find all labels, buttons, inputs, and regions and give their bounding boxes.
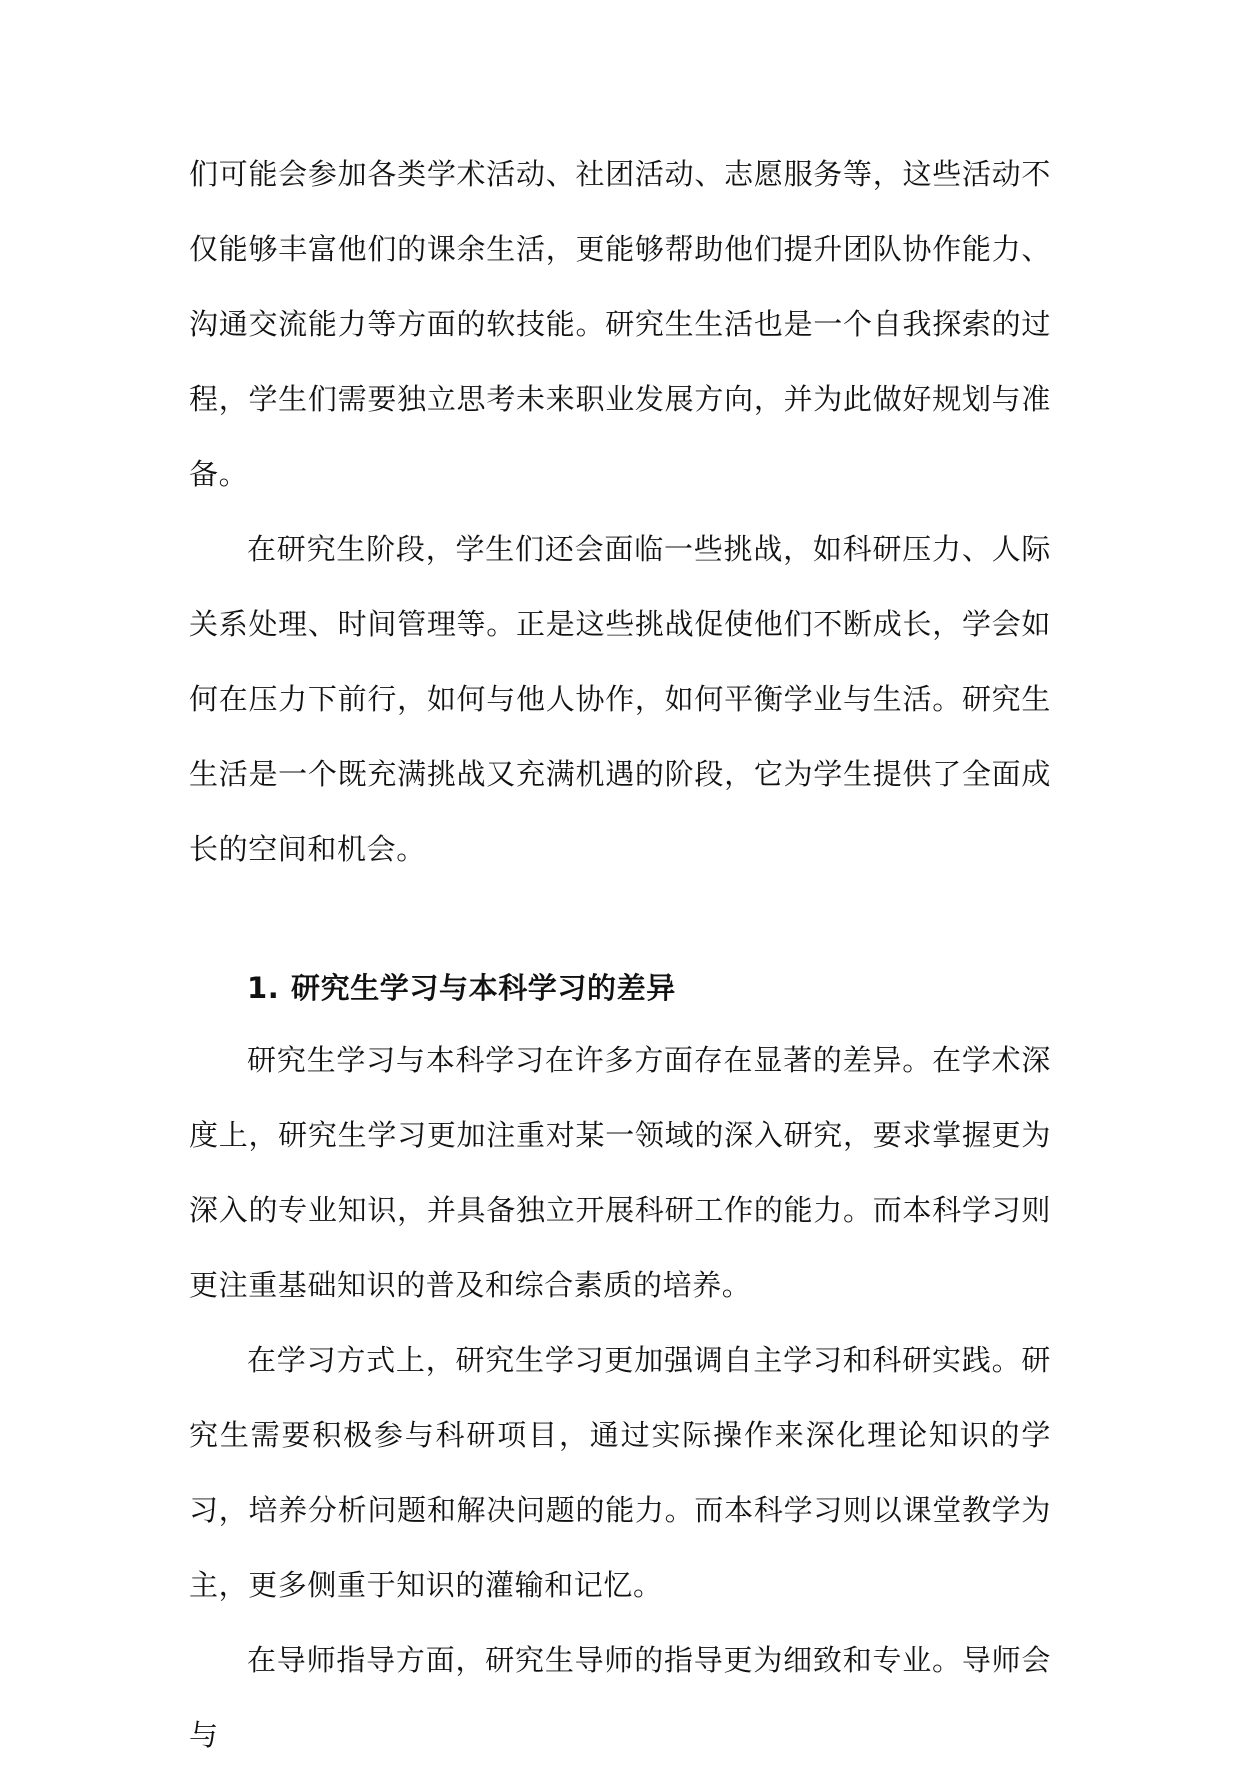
paragraph-academic-depth: 研究生学习与本科学习在许多方面存在显著的差异。在学术深度上，研究生学习更加注重对某一领域的深入研究，要求掌握更为深入的专业知识，并具备独立开展科研工作的能力。而本科学习则更注重基础知识的普及和综合素质的培养。 — [189, 1043, 1051, 1302]
paragraph-continuation: 们可能会参加各类学术活动、社团活动、志愿服务等，这些活动不仅能够丰富他们的课余生活，更能够帮助他们提升团队协作能力、沟通交流能力等方面的软技能。研究生生活也是一个自我探索的过程，学生们需要独立思考未来职业发展方向，并为此做好规划与准备。 — [189, 157, 1051, 491]
section-number: 1. — [247, 971, 280, 1005]
document-page — [189, 137, 1051, 1773]
paragraph-learning-method: 在学习方式上，研究生学习更加强调自主学习和科研实践。研究生需要积极参与科研项目，通过实际操作来深化理论知识的学习，培养分析问题和解决问题的能力。而本科学习则以课堂教学为主，更多侧重于知识的灌输和记忆。 — [189, 1343, 1051, 1602]
paragraph-advisor-guidance: 在导师指导方面，研究生导师的指导更为细致和专业。导师会与 — [189, 1643, 1051, 1752]
paragraph-challenges: 在研究生阶段，学生们还会面临一些挑战，如科研压力、人际关系处理、时间管理等。正是这些挑战促使他们不断成长，学会如何在压力下前行，如何与他人协作，如何平衡学业与生活。研究生生活是一个既充满挑战又充满机遇的阶段，它为学生提供了全面成长的空间和机会。 — [189, 532, 1051, 866]
section-heading — [189, 957, 1051, 1019]
section-title: 研究生学习与本科学习的差异 — [291, 971, 676, 1005]
section-spacer — [189, 887, 1051, 957]
